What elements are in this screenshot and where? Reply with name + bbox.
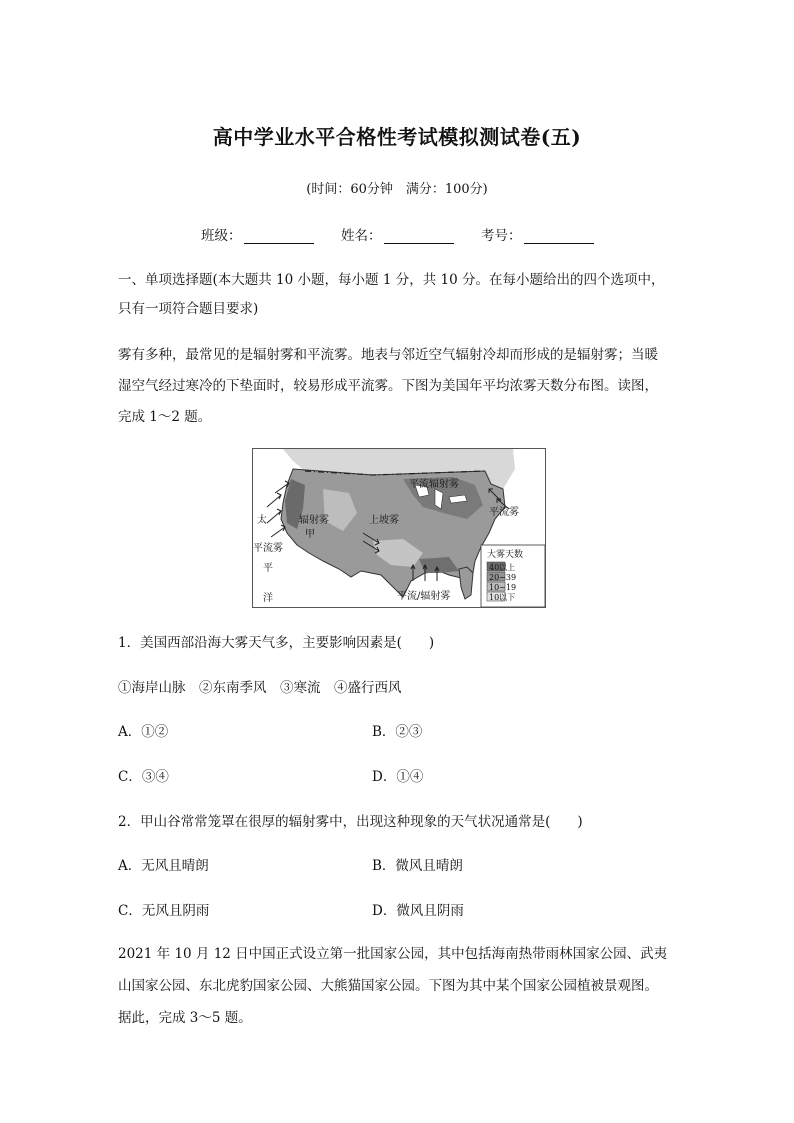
passage2-line1: 2021 年 10 月 12 日中国正式设立第一批国家公园，其中包括海南热带雨林国家公园、武夷: [118, 946, 668, 962]
class-field: [201, 224, 314, 244]
passage1-line3: 完成 1～2 题。: [118, 409, 212, 425]
map-legend: [481, 545, 545, 607]
legend-label-2: 20~39: [489, 573, 517, 582]
number-label: 考号：: [481, 228, 522, 244]
map-label-west-advection: 平流雾: [253, 543, 283, 554]
q1-option-b[interactable]: B．②③: [372, 724, 423, 740]
class-blank: [244, 229, 314, 244]
name-field: [341, 224, 454, 244]
q1-factors: ①海岸山脉 ②东南季风 ③寒流 ④盛行西风: [118, 680, 402, 696]
q1-option-a[interactable]: A．①②: [118, 724, 169, 740]
class-label: 班级：: [201, 228, 242, 244]
map-label-ne-advection-radiation: 平流辐射雾: [409, 479, 459, 490]
q2-option-d[interactable]: D．微风且阴雨: [372, 903, 464, 919]
name-blank: [384, 229, 454, 244]
map-label-south-advection-radiation: 平流/辐射雾: [397, 591, 451, 602]
passage2-line3: 据此，完成 3～5 题。: [118, 1010, 252, 1026]
passage1-line2: 湿空气经过寒冷的下垫面时，较易形成平流雾。下图为美国年平均浓雾天数分布图。读图，: [118, 378, 658, 394]
number-blank: [524, 229, 594, 244]
map-label-radiation: 辐射雾: [299, 515, 329, 526]
passage1-line1: 雾有多种，最常见的是辐射雾和平流雾。地表与邻近空气辐射冷却而形成的是辐射雾；当暖: [118, 347, 658, 363]
map-label-upslope: 上坡雾: [369, 515, 399, 526]
q1-option-c[interactable]: C．③④: [118, 769, 169, 785]
map-label-tai: 太: [257, 515, 267, 526]
us-fog-map: [252, 448, 546, 608]
map-label-ping: 平: [263, 563, 273, 574]
q2-option-b[interactable]: B．微风且晴朗: [372, 858, 463, 874]
section1-heading-line2: 只有一项符合题目要求): [118, 301, 259, 317]
map-label-jia: 甲: [305, 529, 315, 540]
legend-label-4: 10以下: [489, 593, 516, 602]
q1-stem: 1．美国西部沿海大雾天气多，主要影响因素是( ): [118, 635, 435, 651]
q2-option-a[interactable]: A．无风且晴朗: [118, 858, 209, 874]
q2-stem: 2．甲山谷常常笼罩在很厚的辐射雾中，出现这种现象的天气状况通常是( ): [118, 814, 583, 830]
number-field: [481, 224, 594, 244]
q2-option-c[interactable]: C．无风且阴雨: [118, 903, 210, 919]
name-label: 姓名：: [341, 228, 382, 244]
legend-label-1: 40以上: [489, 563, 516, 572]
legend-label-3: 10~19: [489, 583, 517, 592]
passage2-line2: 山国家公园、东北虎豹国家公园、大熊猫国家公园。下图为其中某个国家公园植被景观图。: [118, 978, 658, 994]
exam-title: 高中学业水平合格性考试模拟测试卷(五): [212, 125, 582, 149]
legend-title: 大雾天数: [487, 550, 524, 560]
map-label-yang: 洋: [263, 593, 273, 604]
section1-heading-line1: 一、单项选择题(本大题共 10 小题，每小题 1 分，共 10 分。在每小题给出的四个选项中，: [118, 272, 665, 288]
exam-subtitle: (时间：60分钟 满分：100分): [306, 182, 488, 197]
q1-option-d[interactable]: D．①④: [372, 769, 424, 785]
map-label-east-advection: 平流雾: [489, 507, 519, 518]
